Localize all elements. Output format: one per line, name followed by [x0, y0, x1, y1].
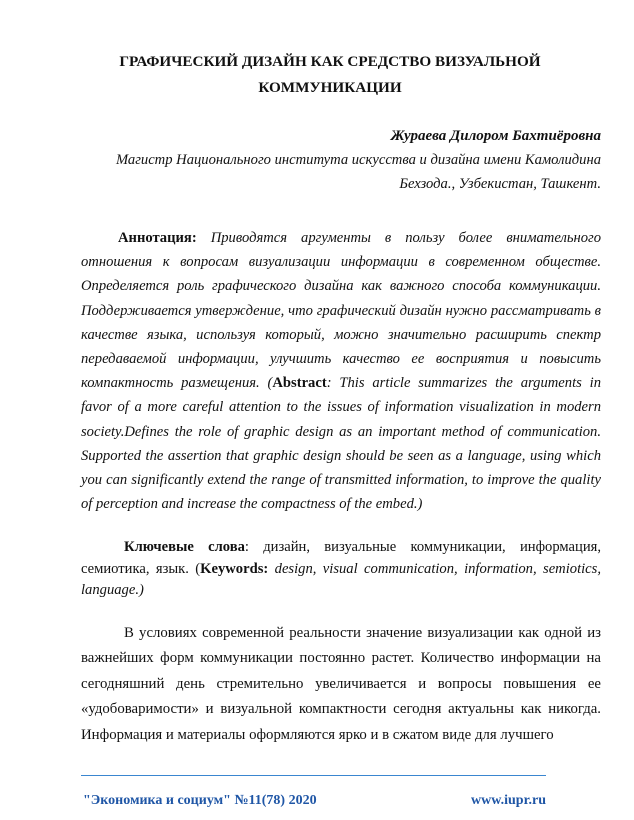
author-affiliation: [101, 148, 601, 196]
keywords-text-en: design, visual communication, information, semiotics, language.): [81, 560, 601, 598]
body-paragraph-text: В условиях современной реальности значение визуализации как одной из важнейших форм коммуникации постоянно растет. Количество информации на сегодняшний день стремительно увеличивается и вопросы повышения ее «удобоваримости» и визуальной компактности сегодня актуальны как никогда. Информация и материалы оформляются ярко и в сжатом виде для лучшего: [81, 625, 601, 743]
affiliation-line-2: Бехзода., Узбекистан, Ташкент.: [399, 176, 601, 192]
affiliation-line-1: Магистр Национального института искусства и дизайна имени Камолидина: [115, 152, 601, 168]
abstract-label-en: Abstract: [272, 375, 327, 392]
title-line-2: КОММУНИКАЦИИ: [258, 79, 402, 96]
abstract-label-ru: Аннотация: [118, 230, 192, 246]
title-line-1: ГРАФИЧЕСКИЙ ДИЗАЙН КАК СРЕДСТВО ВИЗУАЛЬНОЙ: [119, 53, 541, 70]
article-title: [80, 49, 580, 101]
abstract-text-en: : This article summarizes the arguments in favor of a more careful attention to the issues of information visualization in modern society.Defines the role of graphic design as an important method of communication. Supported the assertion that graphic design should be seen as a language, using which you can significantly extend the range of transmitted information, to improve the quality of perception and increase the compactness of the embed.): [81, 375, 602, 513]
footer-journal: "Экономика и социум" №11(78) 2020: [83, 793, 317, 808]
abstract-label-colon: :: [191, 230, 197, 246]
keywords-paragraph: [81, 537, 601, 602]
author-name: Жураева Дилором Бахтиёровна: [390, 128, 601, 144]
keywords-label-en: Keywords:: [200, 560, 269, 577]
footer-divider: [81, 775, 546, 776]
abstract-text-ru: Приводятся аргументы в пользу более внимательного отношения к вопросам визуализации информации в современном обществе. Определяется роль графического дизайна как важного способа коммуникации. Поддерживается утверждение, что графический дизайн нужно рассматривать в качестве языка, используя который, можно значительно расширить спектр передаваемой информации, улучшить качество ее восприятия и повысить компактность размещения. (: [81, 230, 601, 392]
keywords-label-ru: Ключевые слова: [124, 539, 245, 555]
footer-website[interactable]: www.iupr.ru: [471, 793, 546, 808]
keywords-text-ru: : дизайн, визуальные коммуникации, информация, семиотика, язык. (: [81, 539, 601, 577]
body-paragraph: [81, 621, 601, 748]
abstract-paragraph: [81, 226, 601, 516]
